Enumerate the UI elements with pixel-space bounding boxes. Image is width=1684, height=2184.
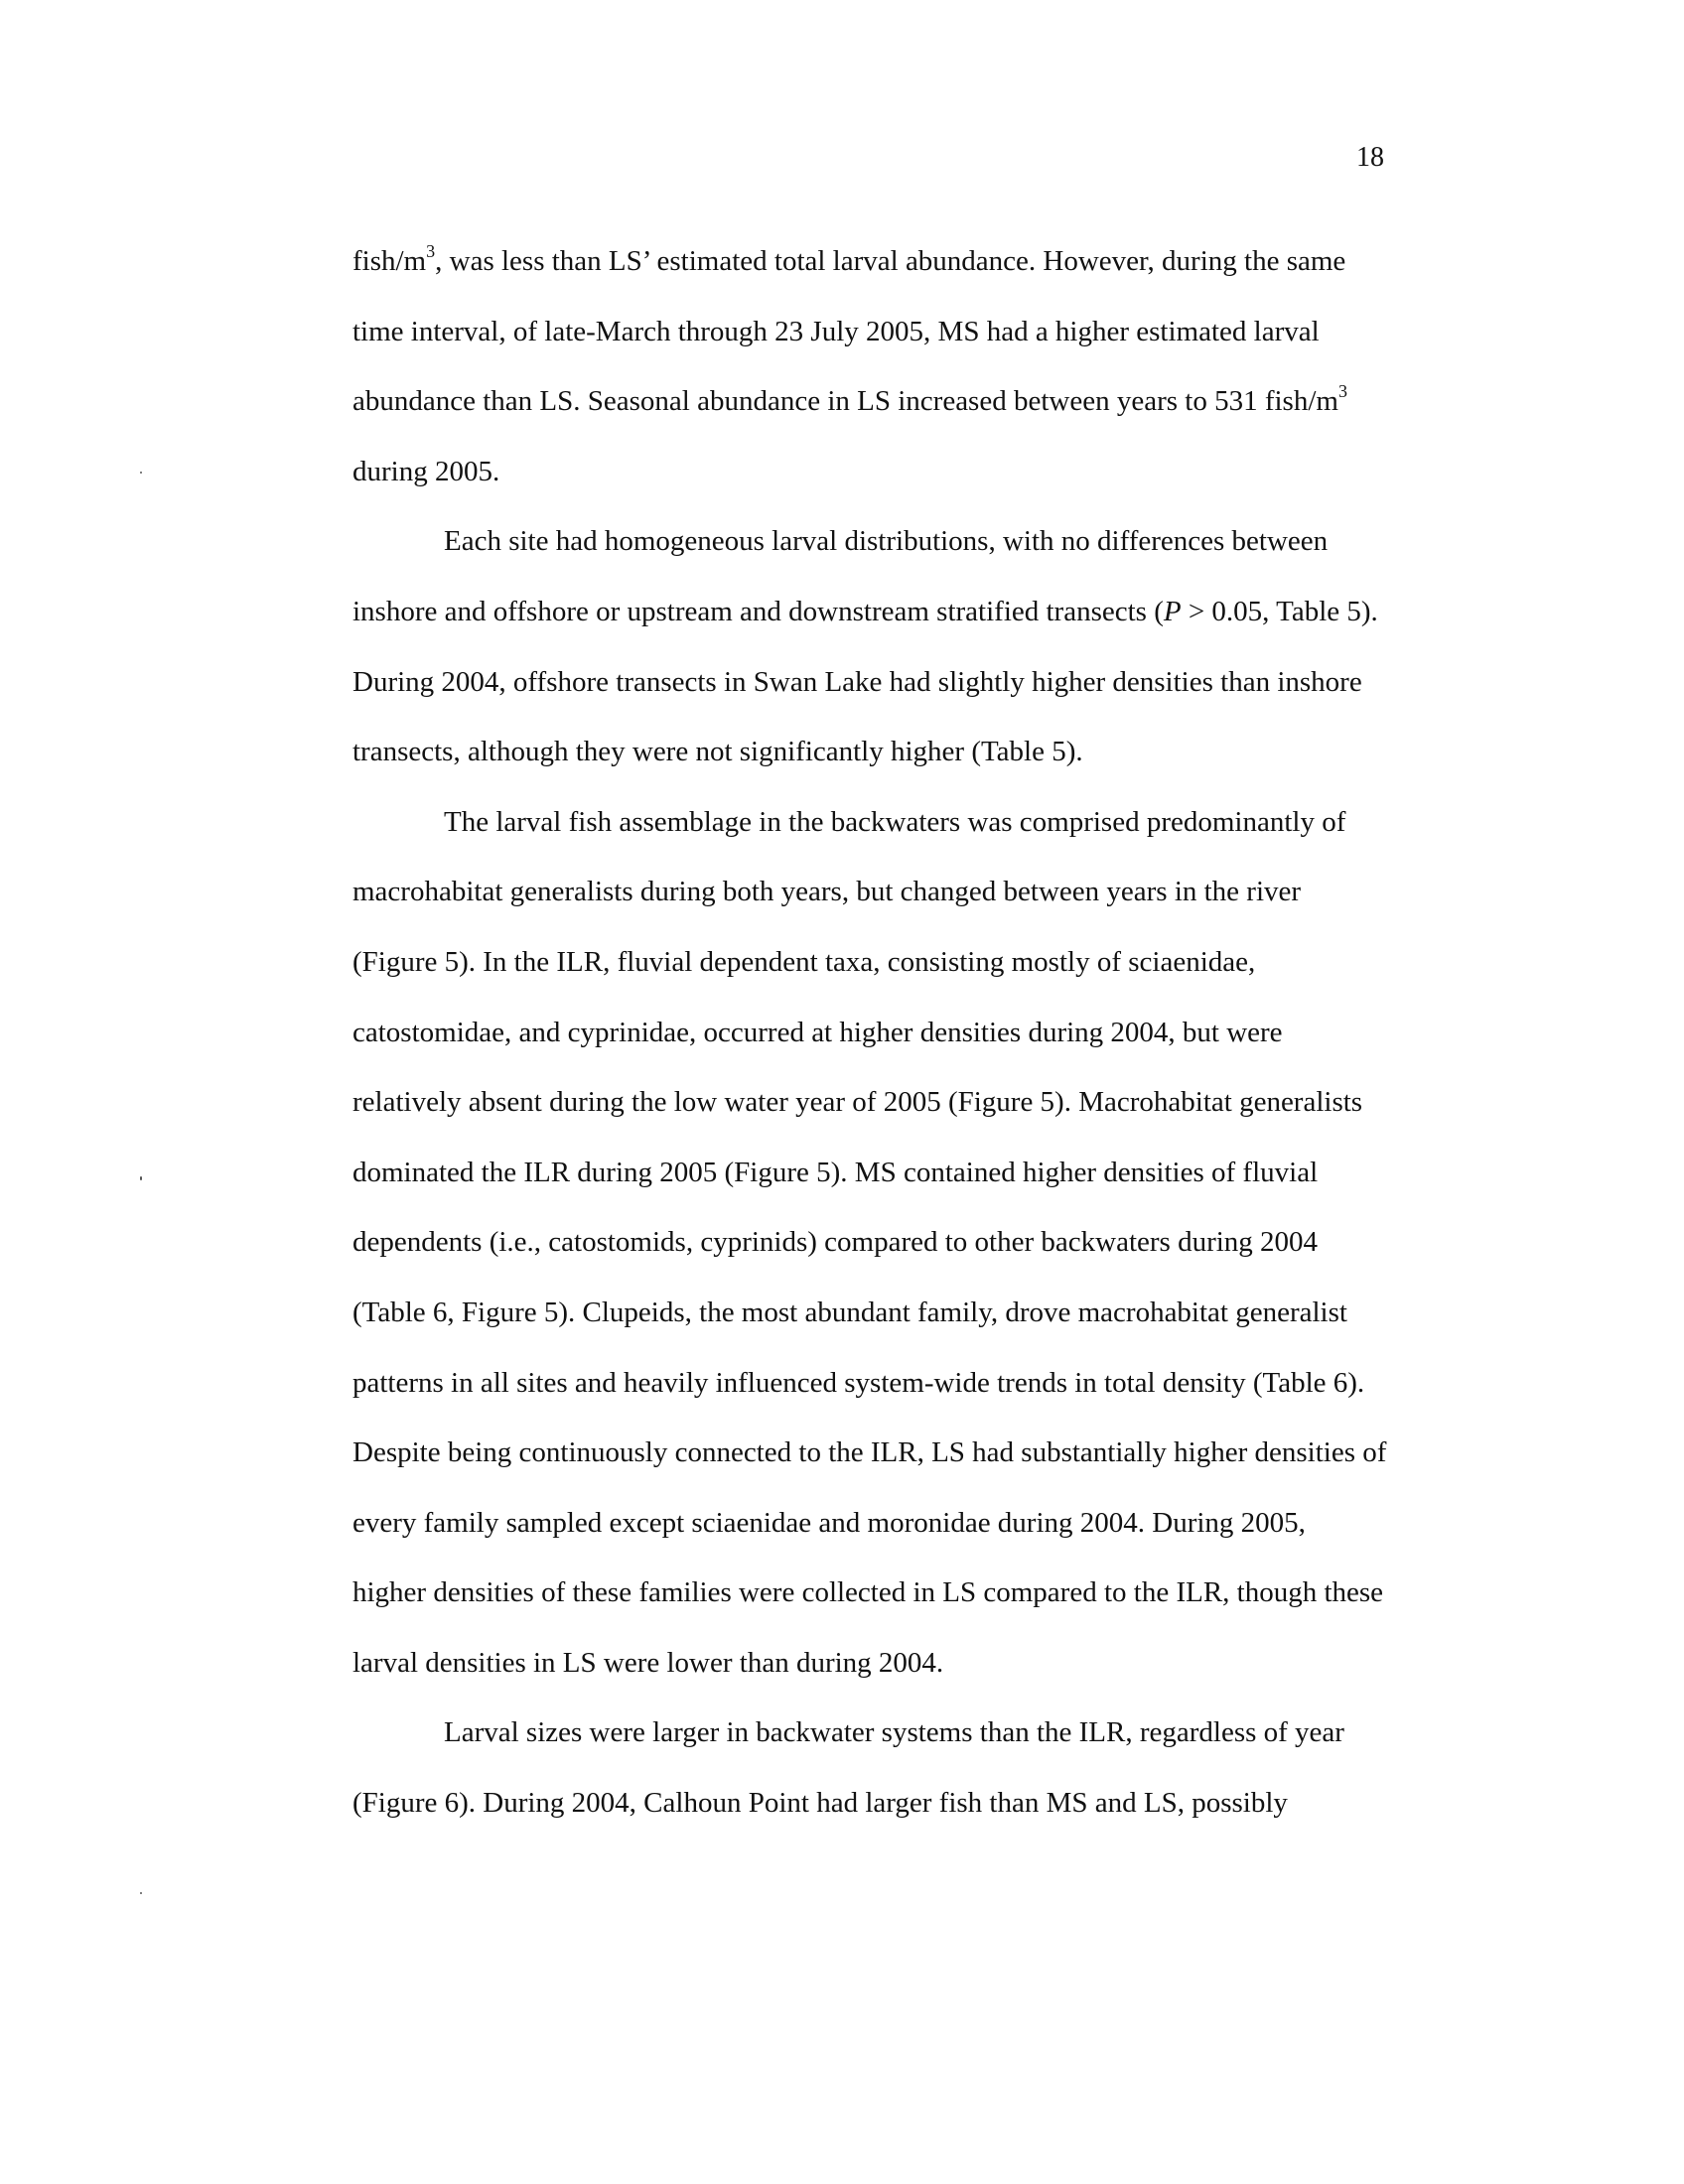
paragraph-start-line: Larval sizes were larger in backwater systems than the ILR, regardless of year: [444, 1716, 1344, 1749]
text-line: Despite being continuously connected to the ILR, LS had substantially higher densities of: [352, 1436, 1387, 1469]
text-line: macrohabitat generalists during both years, but changed between years in the river: [352, 876, 1302, 908]
text-line: every family sampled except sciaenidae and moronidae during 2004. During 2005,: [352, 1506, 1306, 1539]
superscript: 3: [1337, 381, 1347, 402]
paragraph-start-line: The larval fish assemblage in the backwaters was comprised predominantly of: [444, 805, 1346, 838]
superscript: 3: [426, 241, 436, 261]
body-text: [352, 226, 1435, 1839]
text-line: higher densities of these families were collected in LS compared to the ILR, though these: [352, 1576, 1384, 1609]
paragraph-start-line: Each site had homogeneous larval distributions, with no differences between: [444, 525, 1329, 558]
page-number: 18: [1356, 142, 1384, 173]
text-line: dominated the ILR during 2005 (Figure 5). MS contained higher densities of fluvial: [352, 1156, 1319, 1188]
text-line: dependents (i.e., catostomids, cyprinids) compared to other backwaters during 2004: [352, 1226, 1319, 1259]
text-line: (Figure 6). During 2004, Calhoun Point had larger fish than MS and LS, possibly: [352, 1787, 1288, 1820]
text-line: transects, although they were not significantly higher (Table 5).: [352, 736, 1083, 768]
text-line: relatively absent during the low water year of 2005 (Figure 5). Macrohabitat generalists: [352, 1086, 1363, 1119]
italic-p-value: P: [1163, 595, 1182, 627]
text-line: During 2004, offshore transects in Swan Lake had slightly higher densities than inshore: [352, 665, 1362, 698]
text-line: larval densities in LS were lower than during 2004.: [352, 1646, 944, 1679]
text-line: fish/$m^3$, was less than LS’ estimated total larval abundance. However, during the same: [352, 241, 1346, 277]
text-line: inshore and offshore or upstream and downstream stratified transects (P > 0.05, Table 5).: [352, 595, 1378, 627]
text-line: time interval, of late-March through 23 July 2005, MS had a higher estimated larval: [352, 315, 1320, 347]
text-line: (Figure 5). In the ILR, fluvial dependent taxa, consisting mostly of sciaenidae,: [352, 945, 1256, 978]
text-line: catostomidae, and cyprinidae, occurred at higher densities during 2004, but were: [352, 1016, 1283, 1048]
scan-speck: [140, 1892, 142, 1894]
text-line: during 2005.: [352, 455, 500, 487]
text-line: (Table 6, Figure 5). Clupeids, the most abundant family, drove macrohabitat generalist: [352, 1296, 1347, 1328]
text-line: abundance than LS. Seasonal abundance in LS increased between years to 531 fish/$m^3$: [352, 381, 1347, 418]
scan-speck: [140, 472, 142, 474]
text-line: patterns in all sites and heavily influenced system-wide trends in total density (Table 6).: [352, 1366, 1365, 1399]
scan-speck: [140, 1176, 142, 1180]
